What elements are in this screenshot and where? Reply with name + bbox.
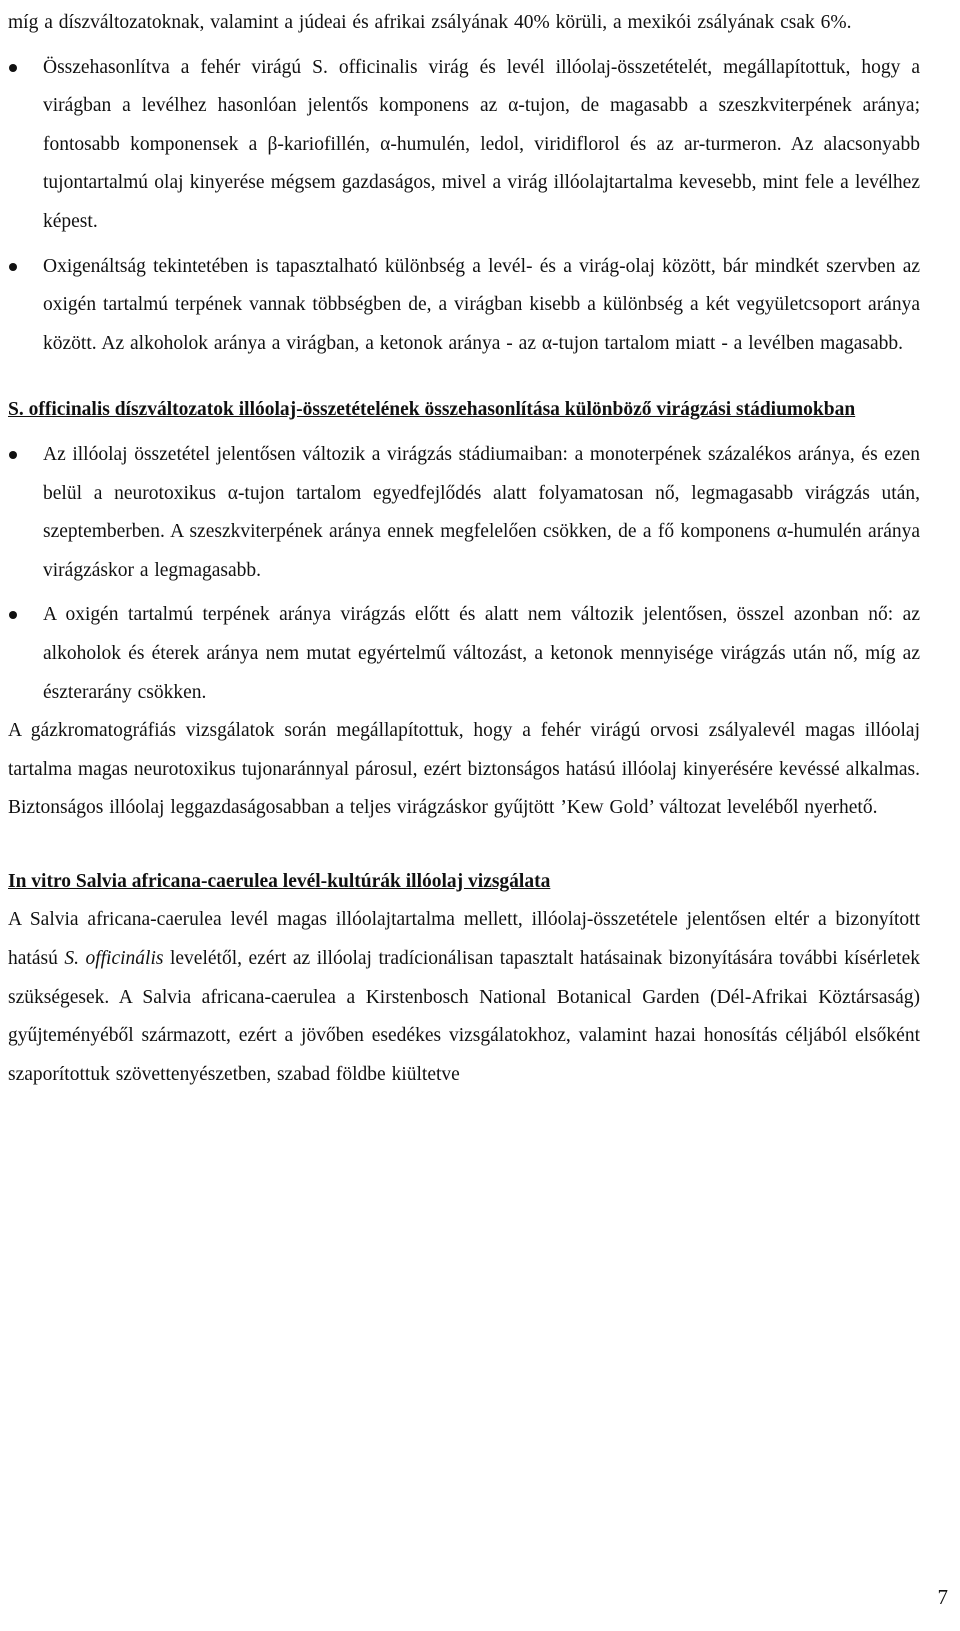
bullet-text: Összehasonlítva a fehér virágú S. officinalis virág és levél illóolaj-összetételét, megállapítottuk, hogy a virágban a levélhez hasonlóan jelentős komponens az α-tujon, de magasabb a szeszkviterpének aránya; fontosabb komponensek a β-kariofillén, α-humulén, ledol, viridiflorol és az ar-turmeron. Az alacsonyabb tujontartalmú olaj kinyerése mégsem gazdaságos, mivel a virág illóolajtartalma kevesebb, mint fele a levélhez képest.: [43, 56, 920, 232]
page-number: 7: [937, 1585, 948, 1609]
bullet-item: [8, 436, 920, 590]
bullet-text: Oxigenáltság tekintetében is tapasztalható különbség a levél- és a virág-olaj között, bár mindkét szervben az oxigén tartalmú terpének vannak többségben de, a virágban kisebb a különbség a két vegyületcsoport aránya között. Az alkoholok aránya a virágban, a ketonok aránya - az α-tujon tartalom miatt - a levélben magasabb.: [43, 255, 920, 354]
section-heading: S. officinalis díszváltozatok illóolaj-összetételének összehasonlítása különböző virágzási stádiumokban: [8, 399, 856, 421]
bullet-item: [8, 49, 920, 242]
body-paragraph: [8, 901, 920, 1094]
text-run: levelétől, ezért az illóolaj tradícionálisan tapasztalt hatásainak bizonyítására további kísérletek szükségesek. A Salvia africana-caerulea a Kirstenbosch National Botanical Garden (Dél-Afrikai Köztársaság) gyűjteményéből származott, ezért a jövőben esedékes vizsgálatokhoz, valamint hazai honosítás céljából elsőként szaporítottuk szövettenyészetben, szabad földbe kiültetve: [8, 948, 920, 1085]
document-page: [8, 0, 920, 1094]
paragraph-continuation: míg a díszváltozatoknak, valamint a júdeai és afrikai zsályának 40% körüli, a mexikói zsályának csak 6%.: [8, 12, 852, 33]
bullet-icon: [9, 64, 17, 72]
bullet-icon: [9, 611, 17, 619]
species-name-italic: S. officinális: [64, 948, 164, 970]
bullet-item: [8, 596, 920, 712]
conclusion-paragraph: A gázkromatográfiás vizsgálatok során megállapítottuk, hogy a fehér virágú orvosi zsályalevél magas illóolaj tartalma magas neurotoxikus tujonaránnyal párosul, ezért biztonságos hatású illóolaj kinyerésére kevéssé alkalmas. Biztonságos illóolaj leggazdaságosabban a teljes virágzáskor gyűjtött ’Kew Gold’ változat leveléből nyerhető.: [8, 720, 920, 819]
bullet-icon: [9, 263, 17, 271]
text-run: A Salvia africana-caerulea levél magas illóolajtartalma mellett, illóolaj-összetétele jelentősen eltér a bizonyított hatású: [8, 909, 920, 970]
bullet-text: A oxigén tartalmú terpének aránya virágzás előtt és alatt nem változik jelentősen, összel azonban nő: az alkoholok és éterek aránya nem mutat egyértelmű változást, a ketonok mennyisége virágzás után nő, míg az észterarány csökken.: [43, 604, 920, 703]
section-heading: In vitro Salvia africana-caerulea levél-kultúrák illóolaj vizsgálata: [8, 870, 551, 892]
bullet-list-1: [8, 49, 920, 364]
bullet-icon: [9, 451, 17, 459]
bullet-text: Az illóolaj összetétel jelentősen változik a virágzás stádiumaiban: a monoterpének százalékos aránya, és ezen belül a neurotoxikus α-tujon tartalom egyedfejlődés alatt folyamatosan nő, legmagasabb virágzás után, szeptemberben. A szeszkviterpének aránya ennek megfelelően csökken, de a fő komponens α-humulén aránya virágzáskor a legmagasabb.: [43, 443, 920, 581]
bullet-item: [8, 248, 920, 364]
bullet-list-2: [8, 436, 920, 712]
